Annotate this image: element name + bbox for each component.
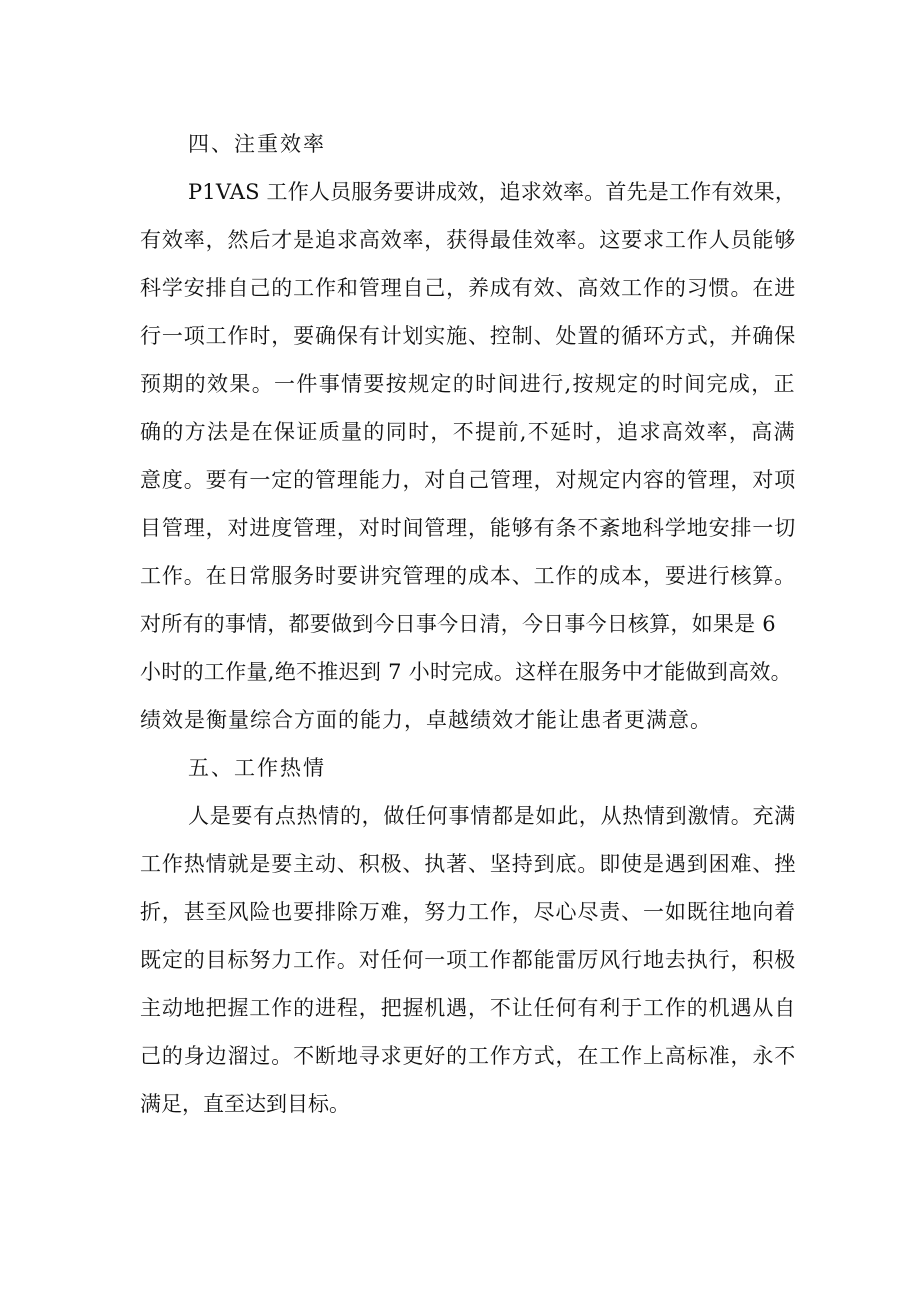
paragraph-line: 确的方法是在保证质量的同时，不提前,不延时，追求高效率，高满 <box>140 420 796 444</box>
paragraph-line: 满足，直至达到目标。 <box>140 1092 350 1116</box>
paragraph-line: 小时的工作量,绝不推迟到 7 小时完成。这样在服务中才能做到高效。 <box>140 660 792 684</box>
paragraph-line: 己的身边溜过。不断地寻求更好的工作方式，在工作上高标准，永不 <box>140 1044 797 1068</box>
paragraph-line: 主动地把握工作的进程，把握机遇，不让任何有利于工作的机遇从自 <box>140 996 797 1020</box>
paragraph-line: 工作热情就是要主动、积极、执著、坚持到底。即使是遇到困难、挫 <box>140 852 797 876</box>
paragraph-line: 人是要有点热情的，做任何事情都是如此，从热情到激情。充满 <box>188 804 796 828</box>
section-heading-enthusiasm: 五、工作热情 <box>188 756 326 780</box>
paragraph-line: 科学安排自己的工作和管理自己，养成有效、高效工作的习惯。在进 <box>140 276 797 300</box>
paragraph-line: 绩效是衡量综合方面的能力，卓越绩效才能让患者更满意。 <box>140 708 712 732</box>
paragraph-line: 既定的目标努力工作。对任何一项工作都能雷厉风行地去执行，积极 <box>140 948 797 972</box>
paragraph-line: 对所有的事情，都要做到今日事今日清，今日事今日核算，如果是 6 <box>140 612 776 636</box>
paragraph-line: 目管理，对进度管理，对时间管理，能够有条不紊地科学地安排一切 <box>140 516 797 540</box>
section-heading-efficiency: 四、注重效率 <box>188 132 326 156</box>
paragraph-line: 折，甚至风险也要排除万难，努力工作，尽心尽责、一如既往地向着 <box>140 900 797 924</box>
paragraph-line: 意度。要有一定的管理能力，对自己管理，对规定内容的管理，对项 <box>140 468 797 492</box>
paragraph-line: 预期的效果。一件事情要按规定的时间进行,按规定的时间完成，正 <box>140 372 796 396</box>
paragraph-line: 有效率，然后才是追求高效率，获得最佳效率。这要求工作人员能够 <box>140 228 797 252</box>
paragraph-line: 行一项工作时，要确保有计划实施、控制、处置的循环方式，并确保 <box>140 324 797 348</box>
paragraph-line: 工作。在日常服务时要讲究管理的成本、工作的成本，要进行核算。 <box>140 564 797 588</box>
paragraph-line: P1VAS 工作人员服务要讲成效，追求效率。首先是工作有效果， <box>188 180 797 204</box>
